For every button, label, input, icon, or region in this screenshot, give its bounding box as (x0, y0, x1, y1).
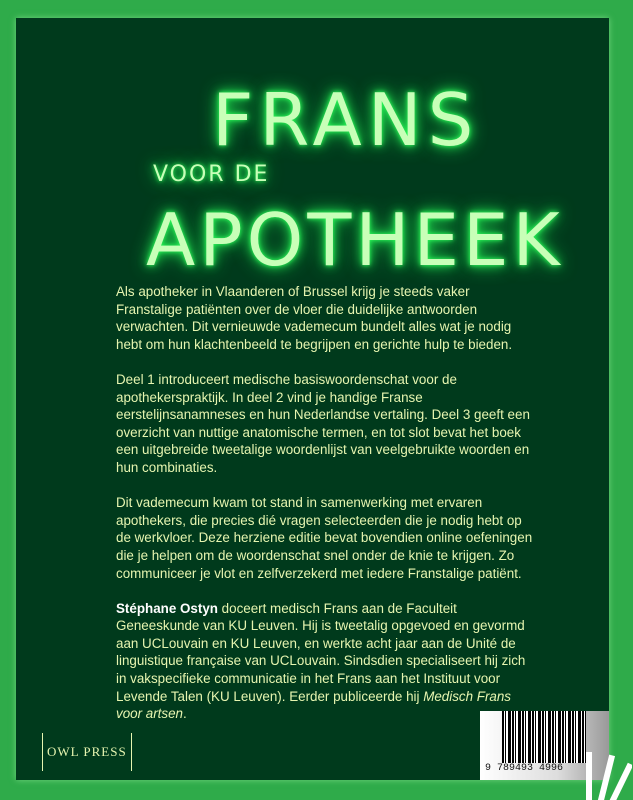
previous-book: Medisch Frans voor artsen (116, 688, 511, 722)
title-voor-de: VOOR DE (153, 162, 270, 187)
bio-text: doceert medisch Frans aan de Faculteit Geneeskunde van KU Leuven. Hij is tweetalig opgevoed en gevormd aan UCLouvain en KU Leuven, en werkte acht jaar aan de Unité de linguistique française van UCLouvain. Sindsdien specialiseert hij zich in vakspecifieke communicatie in het Frans aan het Instituut voor Levende Talen (KU Leuven). Eerder publiceerde hij (116, 600, 526, 704)
author-bio (116, 600, 536, 723)
blurb (116, 283, 536, 740)
title-apotheek: APOTHEEK (146, 198, 564, 282)
publisher-logo: OWL PRESS (42, 733, 132, 771)
barcode-bars (502, 711, 586, 763)
isbn-number: 9 789493 4996 (485, 763, 564, 774)
author-name: Stéphane Ostyn (116, 600, 218, 616)
paragraph-3: Dit vademecum kwam tot stand in samenwerking met ervaren apothekers, die precies dié vragen selecteerden die je nodig hebt op de werkvloer. Deze herziene editie bevat bovendien online oefeningen die je helpen om de woordenschat snel onder de knie te krijgen. Zo communiceer je vlot en zelfverzekerd met iedere Franstalige patiënt. (116, 495, 533, 581)
bookshelf-logo-icon (582, 744, 632, 800)
paragraph-1: Als apotheker in Vlaanderen of Brussel krijg je steeds vaker Franstalige patiënten over de vloer die duidelijke antwoorden verwachten. Dit vernieuwde vademecum bundelt alles wat je nodig hebt om hun klachtenbeeld te begrijpen en gerichte hulp te bieden. (116, 284, 513, 352)
title-frans: FRANS (212, 78, 480, 162)
bio-end: . (183, 706, 187, 722)
paragraph-2: Deel 1 introduceert medische basiswoordenschat voor de apothekerspraktijk. In deel 2 vind je handige Franse eerstelijnsanamneses en hun Nederlandse vertaling. Deel 3 geeft een overzicht van nuttige anatomische termen, en tot slot bevat het boek een uitgebreide tweetalige woordenlijst van veelgebruikte woorden en hun combinaties. (116, 371, 530, 475)
